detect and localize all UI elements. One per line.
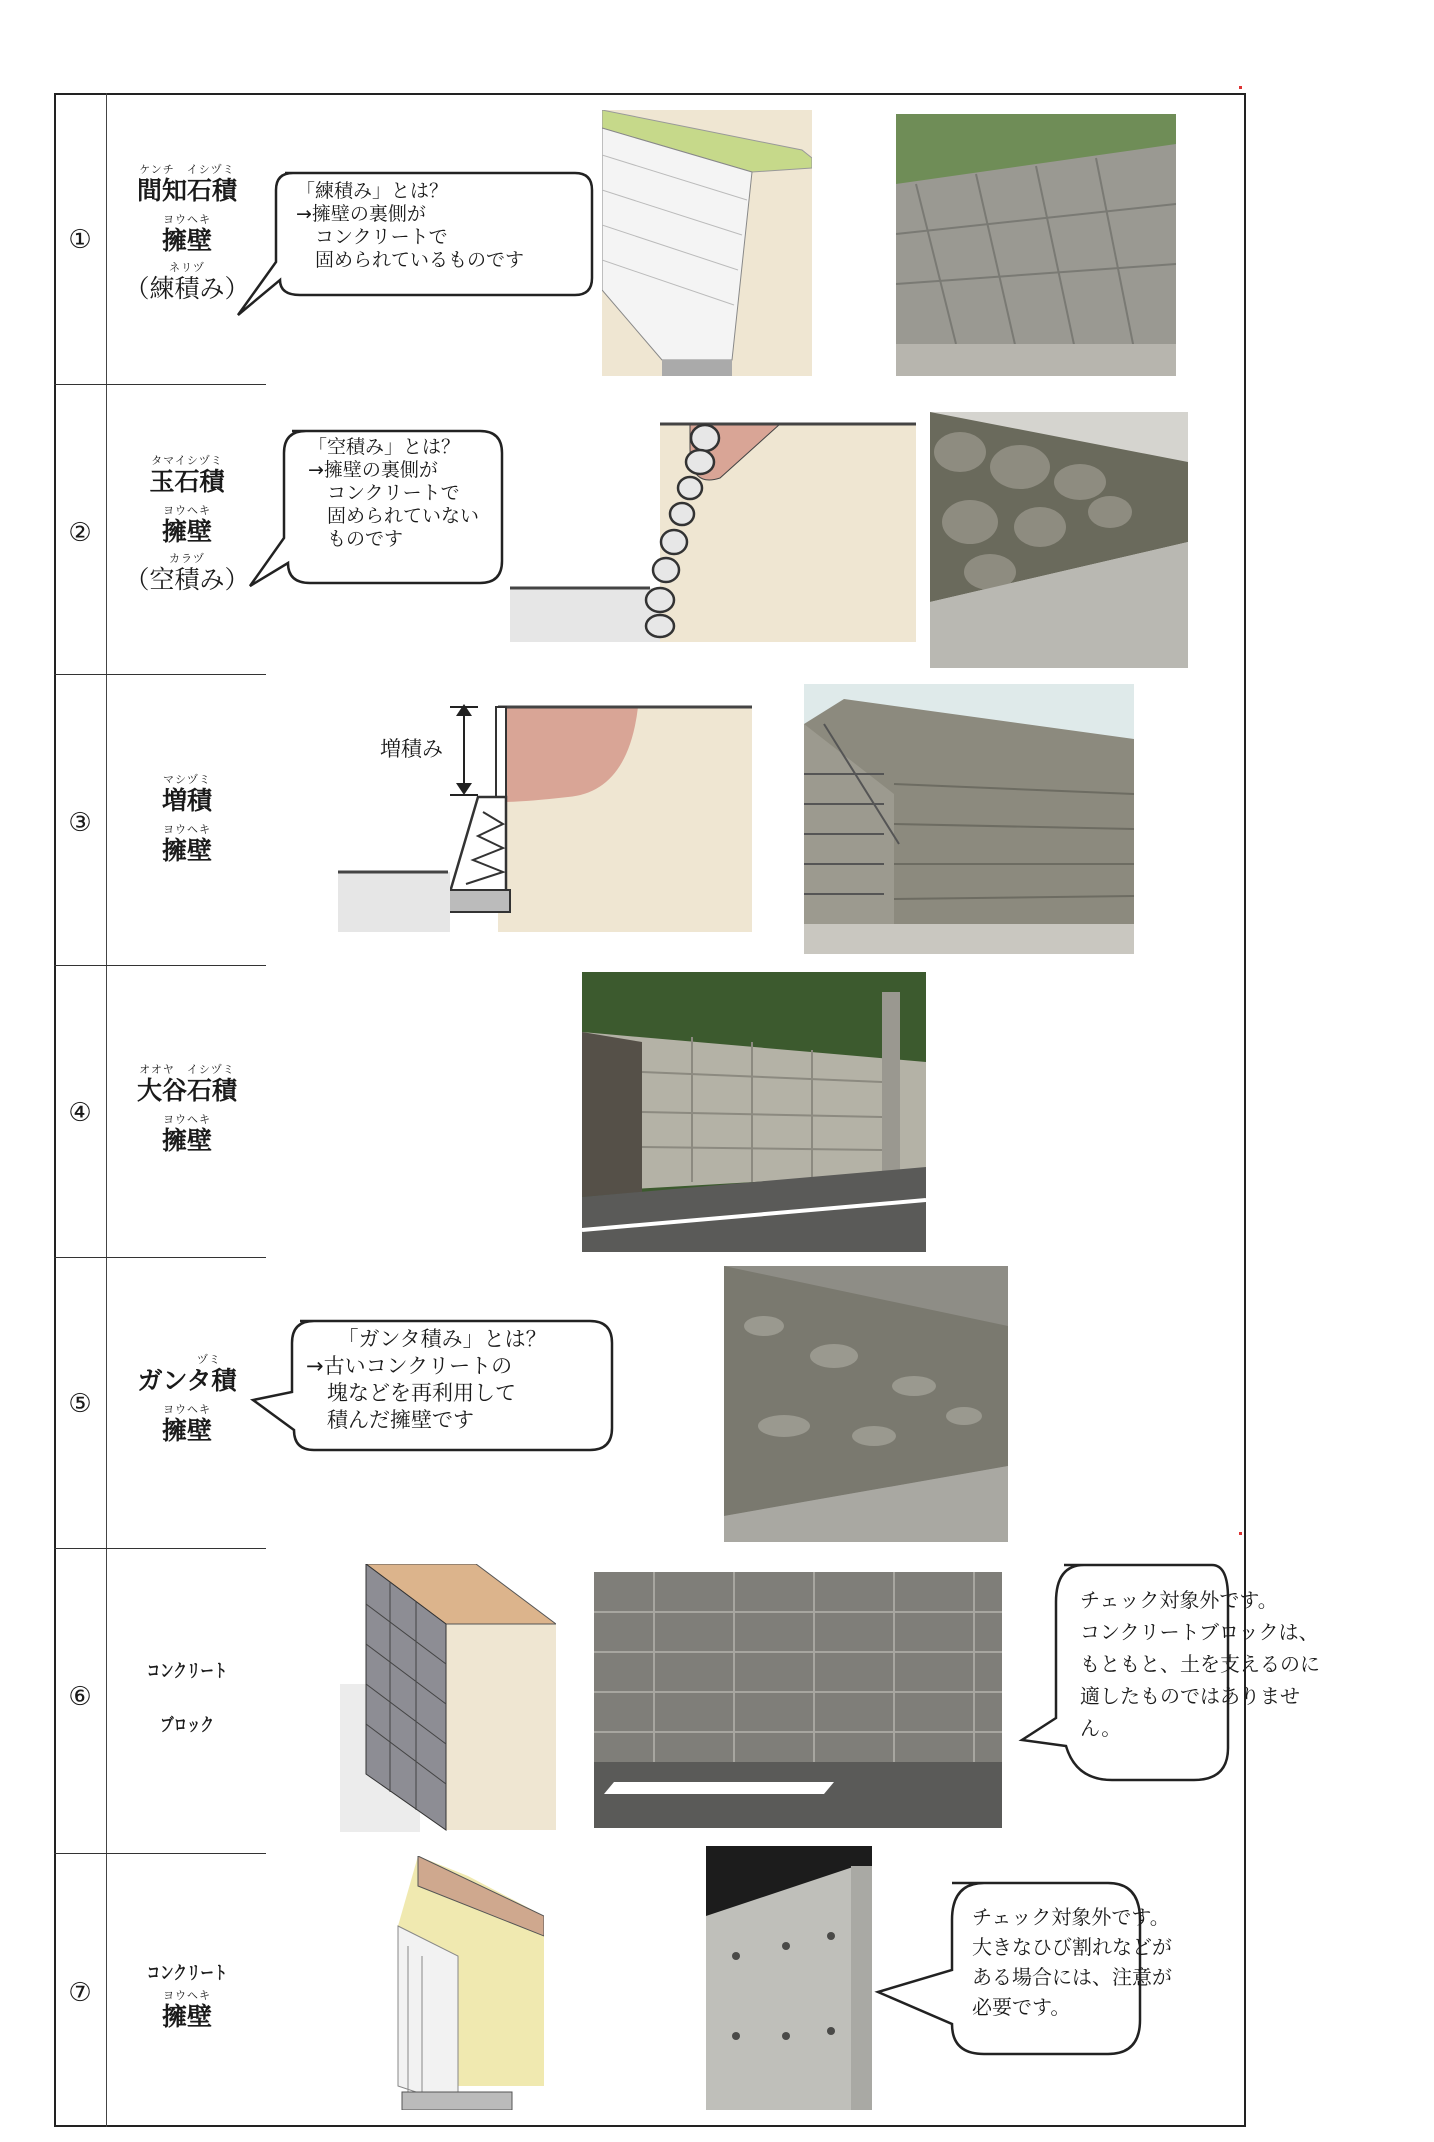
wall-diagram bbox=[358, 1856, 544, 2110]
name-note: （練積み） bbox=[124, 274, 250, 303]
name-note: （空積み） bbox=[124, 565, 250, 594]
callout-bubble bbox=[872, 1880, 1172, 2058]
name-sub: 擁壁 bbox=[161, 836, 212, 865]
wall-photo bbox=[706, 1846, 872, 2110]
row-number: ② bbox=[68, 518, 92, 548]
row-number: ① bbox=[68, 225, 92, 255]
name-main: 玉石積 bbox=[149, 467, 225, 496]
row-number: ③ bbox=[68, 808, 92, 838]
name-sub: 擁壁 bbox=[161, 1416, 212, 1445]
wall-photo bbox=[930, 412, 1188, 668]
ruby: マシヅミ bbox=[163, 773, 211, 786]
row-divider bbox=[54, 384, 266, 385]
diagram-label: 増積み bbox=[380, 737, 443, 761]
name-main: 大谷石積 bbox=[136, 1076, 237, 1105]
ruby: ケンチ イシヅミ bbox=[139, 163, 235, 176]
wall-diagram bbox=[602, 110, 812, 376]
name-sub: 擁壁 bbox=[161, 1126, 212, 1155]
wall-photo bbox=[724, 1266, 1008, 1542]
row-number: ④ bbox=[68, 1098, 92, 1128]
ruby: ネリヅ bbox=[169, 261, 205, 274]
row-divider bbox=[54, 1853, 266, 1854]
name-main: ガンタ積 bbox=[137, 1366, 237, 1395]
callout-bubble bbox=[230, 170, 600, 310]
ruby: ヨウヘキ bbox=[163, 1989, 211, 2002]
name-main: コンクリート bbox=[146, 1661, 228, 1682]
row-number: ⑥ bbox=[68, 1682, 92, 1712]
row-number: ⑤ bbox=[68, 1389, 92, 1419]
wall-type-name bbox=[112, 774, 262, 866]
callout-text: チェック対象外です。 コンクリートブロックは、 もともと、土を支えるのに 適したものではありませ ん。 bbox=[1080, 1588, 1320, 1740]
name-sub: 擁壁 bbox=[161, 226, 212, 255]
ruby: カラヅ bbox=[169, 552, 205, 565]
ruby: ヨウヘキ bbox=[163, 213, 211, 226]
wall-diagram bbox=[340, 1564, 556, 1832]
ruby: ヅミ bbox=[197, 1353, 221, 1366]
callout-text: 「ガンタ積み」とは？ →古いコンクリートの 塊などを再利用して 積んだ擁壁です bbox=[306, 1327, 547, 1432]
ruby: ヨウヘキ bbox=[163, 504, 211, 517]
wall-type-name bbox=[112, 1354, 262, 1446]
wall-photo bbox=[804, 684, 1134, 954]
name-main: コンクリート bbox=[146, 1963, 228, 1984]
callout-bubble bbox=[230, 428, 520, 588]
callout-bubble bbox=[1016, 1562, 1320, 1784]
wall-type-name bbox=[112, 1960, 262, 2032]
wall-type-name bbox=[112, 1658, 262, 1740]
red-mark bbox=[1239, 1532, 1242, 1535]
wall-photo bbox=[896, 114, 1176, 376]
ruby: オオヤ イシヅミ bbox=[139, 1063, 235, 1076]
ruby: タマイシヅミ bbox=[151, 454, 223, 467]
red-mark bbox=[1239, 86, 1242, 89]
name-sub: ブロック bbox=[160, 1715, 214, 1736]
callout-text: チェック対象外です。 大きなひび割れなどが ある場合には、注意が 必要です。 bbox=[972, 1905, 1172, 2019]
ruby: ヨウヘキ bbox=[163, 823, 211, 836]
row-divider bbox=[54, 1257, 266, 1258]
name-main: 増積 bbox=[161, 786, 212, 815]
callout-text: 「空積み」とは？ →擁壁の裏側が コンクリートで 固められていない ものです bbox=[308, 436, 480, 550]
name-sub: 擁壁 bbox=[161, 517, 212, 546]
row-divider bbox=[54, 965, 266, 966]
ruby: ヨウヘキ bbox=[163, 1113, 211, 1126]
row-divider bbox=[54, 1548, 266, 1549]
wall-photo bbox=[582, 972, 926, 1252]
wall-type-name bbox=[112, 1064, 262, 1156]
name-main: 間知石積 bbox=[136, 176, 237, 205]
wall-diagram bbox=[510, 418, 916, 642]
row-number: ⑦ bbox=[68, 1978, 92, 2008]
wall-diagram bbox=[338, 702, 752, 932]
name-sub: 擁壁 bbox=[161, 2002, 212, 2031]
callout-text: 「練積み」とは？ →擁壁の裏側が コンクリートで 固められているものです bbox=[296, 180, 525, 271]
column-divider bbox=[106, 93, 107, 2127]
wall-photo bbox=[594, 1572, 1002, 1828]
row-divider bbox=[54, 674, 266, 675]
callout-bubble bbox=[250, 1318, 620, 1458]
ruby: ヨウヘキ bbox=[163, 1403, 211, 1416]
